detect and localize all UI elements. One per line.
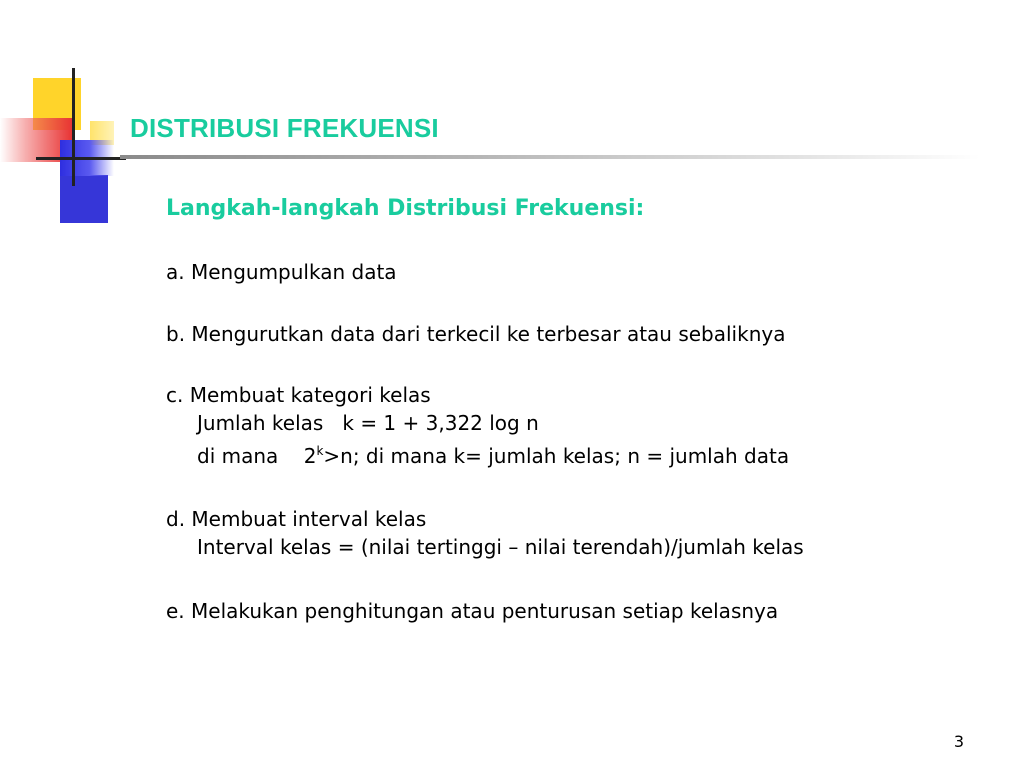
step-a (166, 258, 397, 286)
step-c (166, 381, 789, 470)
slide-title: DISTRIBUSI FREKUENSI (130, 113, 439, 143)
step-d-text: d. Membuat interval kelas (166, 507, 427, 531)
step-c-where-prefix: di mana 2 (197, 444, 317, 468)
step-a-text: a. Mengumpulkan data (166, 260, 397, 284)
logo-horizontal-line (36, 157, 126, 160)
step-c-formula: Jumlah kelas k = 1 + 3,322 log n (197, 411, 539, 435)
step-c-where-suffix: >n; di mana k= jumlah kelas; n = jumlah data (323, 444, 790, 468)
logo-vertical-line (72, 68, 75, 186)
step-c-where (166, 437, 789, 470)
slide-subtitle: Langkah-langkah Distribusi Frekuensi: (166, 196, 645, 221)
logo-blue-square (60, 175, 108, 223)
step-e (166, 597, 778, 625)
step-b-text: b. Mengurutkan data dari terkecil ke terbesar atau sebaliknya (166, 322, 786, 346)
title-underline (120, 155, 980, 159)
step-b (166, 320, 785, 348)
page-number: 3 (953, 732, 964, 751)
step-d (166, 505, 804, 561)
step-d-formula: Interval kelas = (nilai tertinggi – nilai terendah)/jumlah kelas (197, 535, 804, 559)
step-e-text: e. Melakukan penghitungan atau penturusan setiap kelasnya (166, 599, 779, 623)
step-c-text: c. Membuat kategori kelas (166, 383, 431, 407)
step-c-where-exponent: k (316, 444, 324, 458)
